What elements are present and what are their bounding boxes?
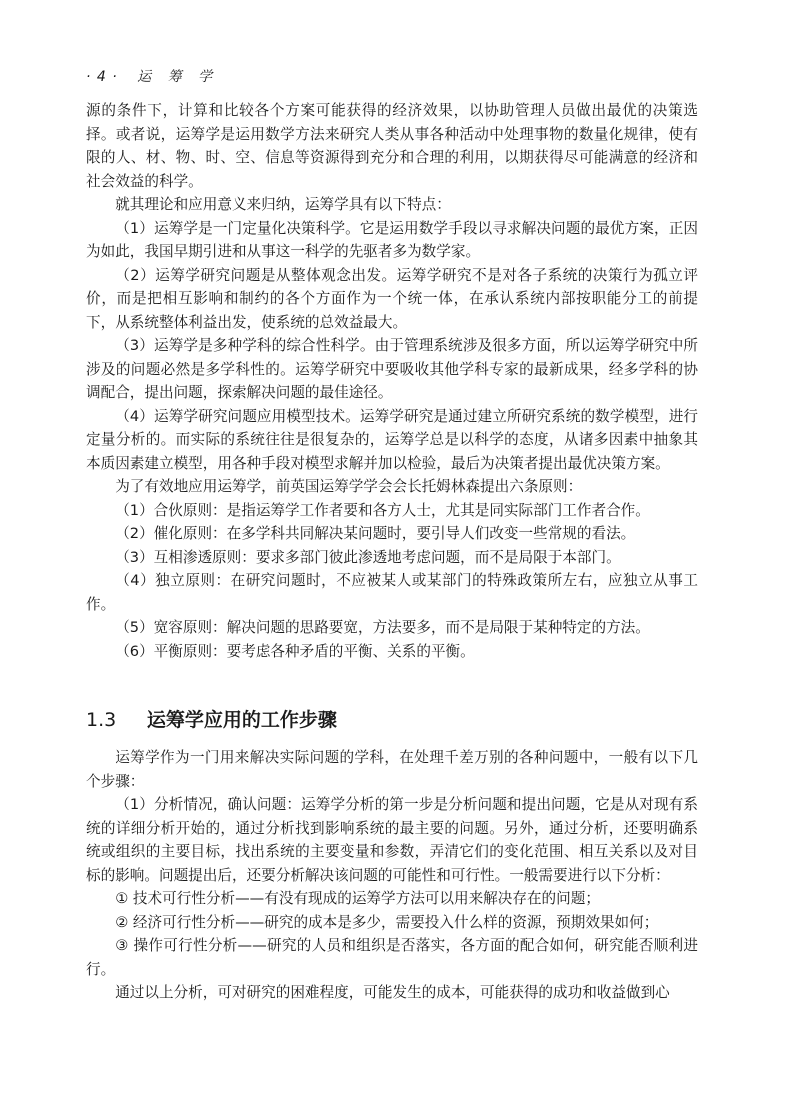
principle-item-4: （4）独立原则：在研究问题时，不应被某人或某部门的特殊政策所左右，应独立从事工作。 xyxy=(86,572,698,613)
principle-item-6: （6）平衡原则：要考虑各种矛盾的平衡、关系的平衡。 xyxy=(115,642,475,660)
body-text-top xyxy=(86,99,698,663)
body-text-bottom xyxy=(86,746,698,1005)
analysis-item-1: ① 技术可行性分析——有没有现成的运筹学方法可以用来解决存在的问题； xyxy=(115,890,600,907)
principle-item-2: （2）催化原则：在多学科共同解决某问题时，要引导人们改变一些常规的看法。 xyxy=(115,525,636,542)
principle-item-1: （1）合伙原则：是指运筹学工作者要和各方人士，尤其是同实际部门工作者合作。 xyxy=(115,501,650,519)
feature-item-2: （2）运筹学研究问题是从整体观念出发。运筹学研究不是对各子系统的决策行为孤立评价，而是把相互影响和制约的各个方面作为一个统一体，在承认系统内部按职能分工的前提下，从系统整体利益出发，使系统的总效益最大。 xyxy=(86,266,698,331)
paragraph-steps-intro: 运筹学作为一门用来解决实际问题的学科，在处理千差万别的各种问题中，一般有以下几个步骤： xyxy=(86,749,698,790)
analysis-item-2: ② 经济可行性分析——研究的成本是多少，需要投入什么样的资源，预期效果如何； xyxy=(115,913,659,931)
paragraph-continued: 源的条件下，计算和比较各个方案可能获得的经济效果，以协助管理人员做出最优的决策选择。或者说，运筹学是运用数学方法来研究人类从事各种活动中处理事物的数量化规律，使有限的人、材、物、时、空、信息等资源得到充分和合理的利用，以期获得尽可能满意的经济和社会效益的科学。 xyxy=(86,102,698,190)
principle-item-5: （5）宽容原则：解决问题的思路要宽，方法要多，而不是局限于某种特定的方法。 xyxy=(115,619,650,636)
running-title: 运 筹 学 xyxy=(137,69,219,85)
section-title: 运筹学应用的工作步骤 xyxy=(146,709,337,731)
section-number: 1.3 xyxy=(86,709,117,731)
principle-item-3: （3）互相渗透原则：要求多部门彼此渗透地考虑问题，而不是局限于本部门。 xyxy=(115,548,621,566)
section-heading xyxy=(86,705,337,732)
page-number: · 4 · xyxy=(86,69,118,85)
paragraph-features-intro: 就其理论和应用意义来归纳，运筹学具有以下特点： xyxy=(115,196,451,213)
paragraph-conclusion: 通过以上分析，可对研究的困难程度，可能发生的成本，可能获得的成功和收益做到心 xyxy=(115,984,670,1001)
feature-item-4: （4）运筹学研究问题应用模型技术。运筹学研究是通过建立所研究系统的数学模型，进行定量分析的。而实际的系统往往是很复杂的，运筹学总是以科学的态度，从诸多因素中抽象其本质因素建立模型，用各种手段对模型求解并加以检验，最后为决策者提出最优决策方案。 xyxy=(86,407,698,472)
feature-item-1: （1）运筹学是一门定量化决策科学。它是运用数学手段以寻求解决问题的最优方案，正因为如此，我国早期引进和从事这一科学的先驱者多为数学家。 xyxy=(86,219,698,260)
step-item-1: （1）分析情况，确认问题：运筹学分析的第一步是分析问题和提出问题，它是从对现有系统的详细分析开始的，通过分析找到影响系统的最主要的问题。另外，通过分析，还要明确系统或组织的主要目标，找出系统的主要变量和参数，弄清它们的变化范围、相互关系以及对目标的影响。问题提出后，还要分析解决该问题的可能性和可行性。一般需要进行以下分析： xyxy=(86,796,698,884)
analysis-item-3: ③ 操作可行性分析——研究的人员和组织是否落实，各方面的配合如何，研究能否顺利进行。 xyxy=(86,937,698,978)
feature-item-3: （3）运筹学是多种学科的综合性科学。由于管理系统涉及很多方面，所以运筹学研究中所涉及的问题必然是多学科性的。运筹学研究中要吸收其他学科专家的最新成果，经多学科的协调配合，提出问题，探索解决问题的最佳途径。 xyxy=(86,337,698,401)
running-header xyxy=(86,66,218,86)
paragraph-principles-intro: 为了有效地应用运筹学，前英国运筹学学会会长托姆林森提出六条原则： xyxy=(115,478,583,495)
